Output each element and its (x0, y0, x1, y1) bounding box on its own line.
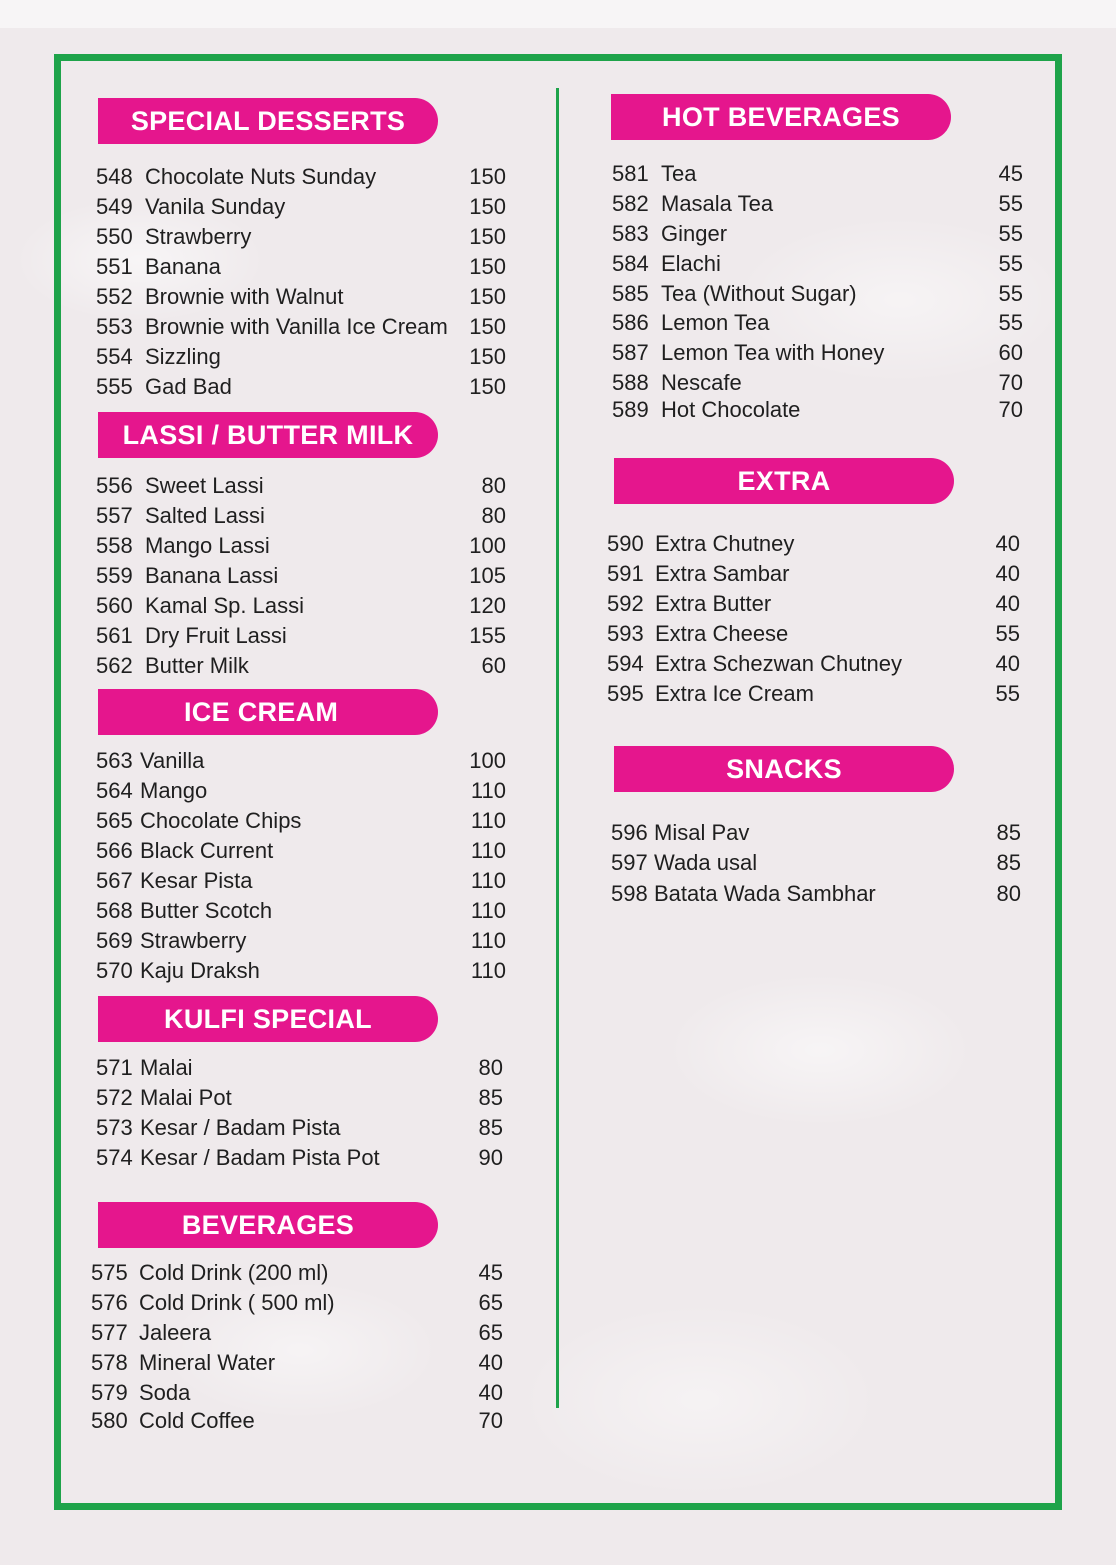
menu-item-price: 55 (998, 221, 1023, 246)
menu-item (91, 1348, 503, 1378)
menu-item-price: 55 (998, 281, 1023, 306)
menu-item-price: 100 (469, 533, 506, 558)
menu-item-name: Batata Wada Sambhar (654, 881, 876, 906)
menu-item-price: 40 (478, 1380, 503, 1405)
menu-item-number: 565 (96, 808, 133, 833)
section-header-kulfi-special: KULFI SPECIAL (98, 996, 438, 1042)
menu-item-price: 150 (469, 344, 506, 369)
menu-item-name: Extra Schezwan Chutney (655, 651, 903, 676)
menu-item-name: Nescafe (661, 370, 742, 395)
menu-item (96, 651, 506, 681)
menu-item-name: Salted Lassi (145, 503, 265, 528)
menu-item (96, 806, 506, 836)
menu-item-price: 45 (998, 161, 1023, 186)
menu-item (96, 252, 506, 282)
menu-item-price: 55 (995, 621, 1020, 646)
section-header-extra: EXTRA (614, 458, 954, 504)
menu-item-name: Tea (Without Sugar) (661, 281, 857, 306)
menu-item (611, 879, 1021, 909)
menu-item-number: 582 (612, 191, 649, 216)
menu-item-number: 579 (91, 1380, 128, 1405)
menu-item-number: 566 (96, 838, 133, 863)
menu-item-price: 110 (470, 928, 506, 953)
menu-item (96, 1083, 503, 1113)
menu-item (612, 368, 1023, 398)
menu-item-number: 575 (91, 1260, 128, 1285)
menu-item (607, 529, 1020, 559)
menu-item-price: 55 (998, 191, 1023, 216)
menu-item (612, 219, 1023, 249)
section-header-hot-beverages: HOT BEVERAGES (611, 94, 951, 140)
menu-item-name: Chocolate Chips (140, 808, 302, 833)
menu-item (96, 531, 506, 561)
menu-item-name: Extra Cheese (655, 621, 789, 646)
menu-item-number: 581 (612, 161, 649, 186)
menu-item-name: Mango Lassi (145, 533, 270, 558)
menu-item-number: 589 (612, 397, 649, 422)
menu-item (91, 1318, 503, 1348)
menu-item-name: Cold Drink (200 ml) (139, 1260, 329, 1285)
menu-item-name: Butter Scotch (140, 898, 273, 923)
column-divider (556, 88, 559, 1408)
menu-item-name: Kesar / Badam Pista Pot (140, 1145, 380, 1170)
menu-item-name: Banana Lassi (145, 563, 279, 588)
menu-item (96, 896, 506, 926)
menu-item-price: 40 (995, 531, 1020, 556)
menu-item-price: 40 (995, 561, 1020, 586)
menu-item-price: 90 (478, 1145, 503, 1170)
menu-item-price: 80 (481, 473, 506, 498)
menu-item (612, 395, 1023, 425)
menu-item-number: 567 (96, 868, 133, 893)
menu-item-price: 110 (470, 958, 506, 983)
menu-item-price: 85 (996, 820, 1021, 845)
menu-item-number: 573 (96, 1115, 133, 1140)
menu-item-price: 150 (469, 284, 506, 309)
section-header-special-desserts: SPECIAL DESSERTS (98, 98, 438, 144)
menu-item-number: 554 (96, 344, 133, 369)
menu-item-name: Kaju Draksh (140, 958, 260, 983)
menu-item-price: 60 (481, 653, 506, 678)
menu-item-number: 598 (611, 881, 648, 906)
menu-item (96, 372, 506, 402)
menu-item-name: Strawberry (140, 928, 247, 953)
menu-item-number: 591 (607, 561, 644, 586)
menu-item (612, 279, 1023, 309)
menu-item-number: 559 (96, 563, 133, 588)
menu-item (96, 956, 506, 986)
menu-item-number: 568 (96, 898, 133, 923)
menu-item-price: 110 (470, 778, 506, 803)
menu-item-price: 70 (998, 370, 1023, 395)
menu-item-name: Kesar Pista (140, 868, 253, 893)
menu-item-number: 596 (611, 820, 648, 845)
menu-item-price: 85 (478, 1085, 503, 1110)
menu-item (607, 649, 1020, 679)
menu-item-price: 40 (995, 591, 1020, 616)
menu-item-number: 551 (96, 254, 133, 279)
menu-item-price: 110 (470, 808, 506, 833)
section-header-beverages: BEVERAGES (98, 1202, 438, 1248)
menu-item-number: 594 (607, 651, 644, 676)
menu-item (611, 848, 1021, 878)
menu-item-name: Extra Chutney (655, 531, 795, 556)
menu-item (96, 342, 506, 372)
menu-item-price: 85 (996, 850, 1021, 875)
top-strip (0, 0, 1116, 28)
menu-item-name: Extra Ice Cream (655, 681, 814, 706)
menu-item (612, 308, 1023, 338)
menu-item-price: 150 (469, 254, 506, 279)
menu-item-number: 597 (611, 850, 648, 875)
menu-item-price: 70 (478, 1408, 503, 1433)
section-header-snacks: SNACKS (614, 746, 954, 792)
menu-item-price: 55 (995, 681, 1020, 706)
menu-item-name: Extra Butter (655, 591, 772, 616)
menu-item-number: 593 (607, 621, 644, 646)
menu-item-name: Masala Tea (661, 191, 774, 216)
menu-item (91, 1378, 503, 1408)
menu-item-price: 40 (995, 651, 1020, 676)
menu-item-name: Lemon Tea (661, 310, 770, 335)
menu-item-price: 120 (469, 593, 506, 618)
menu-item-price: 65 (478, 1290, 503, 1315)
menu-item-price: 80 (478, 1055, 503, 1080)
menu-item (96, 746, 506, 776)
menu-item-price: 100 (469, 748, 506, 773)
menu-item (96, 776, 506, 806)
menu-item-name: Strawberry (145, 224, 252, 249)
menu-item-price: 150 (469, 194, 506, 219)
menu-item-number: 578 (91, 1350, 128, 1375)
menu-item-price: 60 (998, 340, 1023, 365)
menu-item-price: 80 (481, 503, 506, 528)
menu-item-price: 85 (478, 1115, 503, 1140)
menu-item (612, 189, 1023, 219)
menu-item-name: Hot Chocolate (661, 397, 801, 422)
menu-item-number: 574 (96, 1145, 133, 1170)
menu-item (612, 338, 1023, 368)
menu-item (96, 621, 506, 651)
menu-item (612, 249, 1023, 279)
menu-item-price: 110 (470, 898, 506, 923)
section-header-lassi-butter-milk: LASSI / BUTTER MILK (98, 412, 438, 458)
menu-item-name: Jaleera (139, 1320, 212, 1345)
menu-item (91, 1258, 503, 1288)
menu-item-number: 550 (96, 224, 133, 249)
menu-item-name: Wada usal (654, 850, 758, 875)
menu-item (96, 501, 506, 531)
menu-item (96, 312, 506, 342)
menu-item-number: 560 (96, 593, 133, 618)
menu-item-number: 564 (96, 778, 133, 803)
menu-item-name: Brownie with Walnut (145, 284, 344, 309)
menu-item-price: 70 (998, 397, 1023, 422)
menu-item-number: 561 (96, 623, 133, 648)
menu-item-name: Kamal Sp. Lassi (145, 593, 304, 618)
menu-item-name: Mango (140, 778, 208, 803)
menu-item (96, 866, 506, 896)
menu-item-price: 55 (998, 251, 1023, 276)
menu-item-price: 65 (478, 1320, 503, 1345)
menu-item (607, 559, 1020, 589)
menu-item-price: 150 (469, 374, 506, 399)
menu-item (96, 926, 506, 956)
menu-item-number: 569 (96, 928, 133, 953)
menu-item-number: 571 (96, 1055, 133, 1080)
menu-item-number: 552 (96, 284, 133, 309)
menu-item (91, 1288, 503, 1318)
menu-item-name: Soda (139, 1380, 191, 1405)
menu-item-name: Butter Milk (145, 653, 249, 678)
menu-item (96, 836, 506, 866)
menu-item-name: Mineral Water (139, 1350, 276, 1375)
menu-item-number: 549 (96, 194, 133, 219)
menu-item-price: 55 (998, 310, 1023, 335)
menu-item-number: 577 (91, 1320, 128, 1345)
menu-item-name: Dry Fruit Lassi (145, 623, 287, 648)
menu-item (96, 1143, 503, 1173)
menu-item-name: Vanila Sunday (145, 194, 286, 219)
menu-item-price: 110 (470, 838, 506, 863)
menu-item-number: 584 (612, 251, 649, 276)
menu-item (607, 679, 1020, 709)
menu-item (96, 192, 506, 222)
section-header-ice-cream: ICE CREAM (98, 689, 438, 735)
menu-item-price: 155 (469, 623, 506, 648)
menu-item-number: 558 (96, 533, 133, 558)
menu-item (96, 591, 506, 621)
menu-item (96, 1053, 503, 1083)
menu-item-name: Extra Sambar (655, 561, 790, 586)
menu-item-number: 572 (96, 1085, 133, 1110)
menu-item-name: Tea (661, 161, 697, 186)
menu-item-name: Vanilla (140, 748, 205, 773)
menu-item-number: 557 (96, 503, 133, 528)
menu-item-name: Sweet Lassi (145, 473, 264, 498)
menu-item-name: Lemon Tea with Honey (661, 340, 885, 365)
menu-item-name: Black Current (140, 838, 274, 863)
menu-item (612, 159, 1023, 189)
menu-item-name: Gad Bad (145, 374, 232, 399)
menu-item-number: 556 (96, 473, 133, 498)
menu-item-name: Cold Coffee (139, 1408, 255, 1433)
menu-item-number: 587 (612, 340, 649, 365)
menu-item-name: Sizzling (145, 344, 221, 369)
menu-item-number: 586 (612, 310, 649, 335)
menu-item-number: 563 (96, 748, 133, 773)
menu-item-price: 40 (478, 1350, 503, 1375)
menu-item-name: Brownie with Vanilla Ice Cream (145, 314, 448, 339)
menu-item-name: Cold Drink ( 500 ml) (139, 1290, 335, 1315)
menu-item (96, 162, 506, 192)
menu-item-name: Ginger (661, 221, 728, 246)
menu-item-name: Malai Pot (140, 1085, 232, 1110)
menu-item-name: Kesar / Badam Pista (140, 1115, 341, 1140)
menu-item-number: 583 (612, 221, 649, 246)
menu-item-number: 576 (91, 1290, 128, 1315)
menu-item-price: 150 (469, 164, 506, 189)
menu-item-price: 110 (470, 868, 506, 893)
menu-item-number: 570 (96, 958, 133, 983)
menu-item-number: 562 (96, 653, 133, 678)
menu-item-price: 150 (469, 314, 506, 339)
menu-item-name: Elachi (661, 251, 721, 276)
menu-item-number: 553 (96, 314, 133, 339)
menu-item-price: 105 (469, 563, 506, 588)
menu-item-number: 595 (607, 681, 644, 706)
menu-item (96, 222, 506, 252)
menu-item-name: Misal Pav (654, 820, 750, 845)
menu-item-number: 585 (612, 281, 649, 306)
menu-item (96, 561, 506, 591)
menu-item (96, 1113, 503, 1143)
menu-item-number: 590 (607, 531, 644, 556)
menu-item-number: 555 (96, 374, 133, 399)
menu-item (91, 1406, 503, 1436)
menu-item-number: 580 (91, 1408, 128, 1433)
menu-item-name: Chocolate Nuts Sunday (145, 164, 377, 189)
menu-item (607, 589, 1020, 619)
menu-item (96, 282, 506, 312)
menu-item-price: 80 (996, 881, 1021, 906)
menu-item-number: 592 (607, 591, 644, 616)
menu-item-name: Banana (145, 254, 221, 279)
menu-item (607, 619, 1020, 649)
menu-item (611, 818, 1021, 848)
menu-item-name: Malai (140, 1055, 193, 1080)
menu-item-price: 150 (469, 224, 506, 249)
menu-item (96, 471, 506, 501)
menu-item-price: 45 (478, 1260, 503, 1285)
menu-item-number: 588 (612, 370, 649, 395)
menu-item-number: 548 (96, 164, 133, 189)
